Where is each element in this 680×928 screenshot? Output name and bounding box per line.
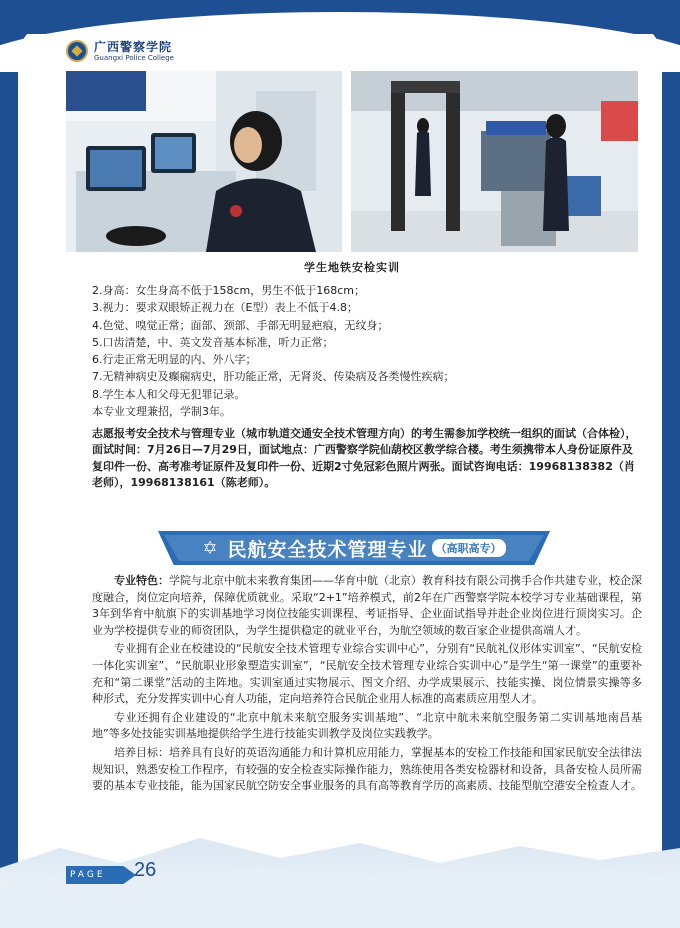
requirement-item: 5.口齿清楚，中、英文发音基本标准，听力正常； xyxy=(92,335,334,349)
school-header xyxy=(66,36,174,66)
school-name-cn: 广西警察学院 xyxy=(94,39,173,54)
photo-caption: 学生地铁安检实训 xyxy=(304,261,400,274)
requirement-item: 8.学生本人和父母无犯罪记录。 xyxy=(92,387,246,401)
page-number: 26 xyxy=(134,859,157,881)
school-name-en: Guangxi Police College xyxy=(94,53,174,62)
training-goal-paragraph: 培养目标：培养具有良好的英语沟通能力和计算机应用能力，掌握基本的安检工作技能和国家民航安全法律法规知识，熟悉安检工作程序，有较强的安全检查实际操作能力，熟练使用各类安检器材和设备，具备安检人员所需要的基本专业技能，能为国家民航空防安全事业服务的具有高等教育学历的高素质、技能型航空港安全检查人才。 xyxy=(92,745,642,793)
requirements-list xyxy=(92,282,652,420)
training-base-paragraph: 专业还拥有企业建设的“北京中航未来航空服务实训基地”、“北京中航未来航空服务第二实训基地南昌基地”等多处技能实训基地提供给学生进行技能实训教学及岗位实践教学。 xyxy=(92,710,642,741)
feature-text: 学院与北京中航未来教育集团——华育中航（北京）教育科技有限公司携手合作共建专业，校企深度融合，岗位定向培养，保障优质就业。采取“2+1”培养模式，前2年在广西警察学院本校学习专业基础课程，第3年到华育中航旗下的实训基地学习岗位技能实训课程、考证指导、企业面试指导并赴企业岗位进行顶岗实习。企业为学校提供专业的师资团队，为学生提供稳定的就业平台，为航空领域的数百家企业提供高端人才。 xyxy=(92,574,642,637)
photo-security-desk xyxy=(66,71,342,252)
police-badge-icon xyxy=(66,40,88,62)
photo-xray-scanner xyxy=(351,71,638,252)
requirement-item: 6.行走正常无明显的内、外八字； xyxy=(92,353,257,367)
star-icon: ✡ xyxy=(202,537,218,559)
feature-label: 专业特色： xyxy=(114,574,169,587)
requirement-item: 2.身高：女生身高不低于158cm，男生不低于168cm； xyxy=(92,284,366,297)
requirement-item: 7.无精神病史及癫痫病史，肝功能正常，无肾炎、传染病及各类慢性疾病； xyxy=(92,370,455,384)
page-label: PAGE xyxy=(70,870,106,880)
interview-notice: 志愿报考安全技术与管理专业（城市轨道交通安全技术管理方向）的考生需参加学校统一组织的面试（合体检），面试时间：7月26日—7月29日，面试地点：广西警察学院仙葫校区教学综合楼。考生须携带本人身份证原件及复印件一份、高考准考证原件及复印件一份、近期2寸免冠彩色照片两张。面试咨询电话：19968138382（肖老师），19968138161（陈老师）。 xyxy=(92,427,637,490)
requirement-item: 本专业文理兼招，学制3年。 xyxy=(92,405,231,419)
requirement-item: 3.视力：要求双眼矫正视力在（E型）表上不低于4.8； xyxy=(92,301,358,315)
requirement-item: 4.色觉、嗅觉正常；面部、颈部、手部无明显疤痕，无纹身； xyxy=(92,318,389,332)
section-title: 民航安全技术管理专业 xyxy=(227,538,428,561)
left-frame xyxy=(0,0,40,928)
feature-paragraph xyxy=(92,573,642,639)
training-center-paragraph: 专业拥有企业在校建设的“民航安全技术管理专业综合实训中心”，分别有“民航礼仪形体实训室”、“民航安检一体化实训室”、“民航职业形象塑造实训室”，“民航安全技术管理专业综合实训中心”是学生“第一课堂”的重要补充和“第二课堂”活动的主阵地。实训室通过实物展示、图文介绍、办学成果展示、技能实操、岗位情景实操等多种形式，充分发挥实训中心育人功能，定向培养符合民航企业用人标准的高素质应用型人才。 xyxy=(92,642,642,706)
section-subtitle: （高职高专） xyxy=(432,539,506,557)
top-frame xyxy=(0,0,680,34)
right-frame xyxy=(640,0,680,928)
section-body xyxy=(92,573,642,795)
section-banner xyxy=(158,531,550,565)
